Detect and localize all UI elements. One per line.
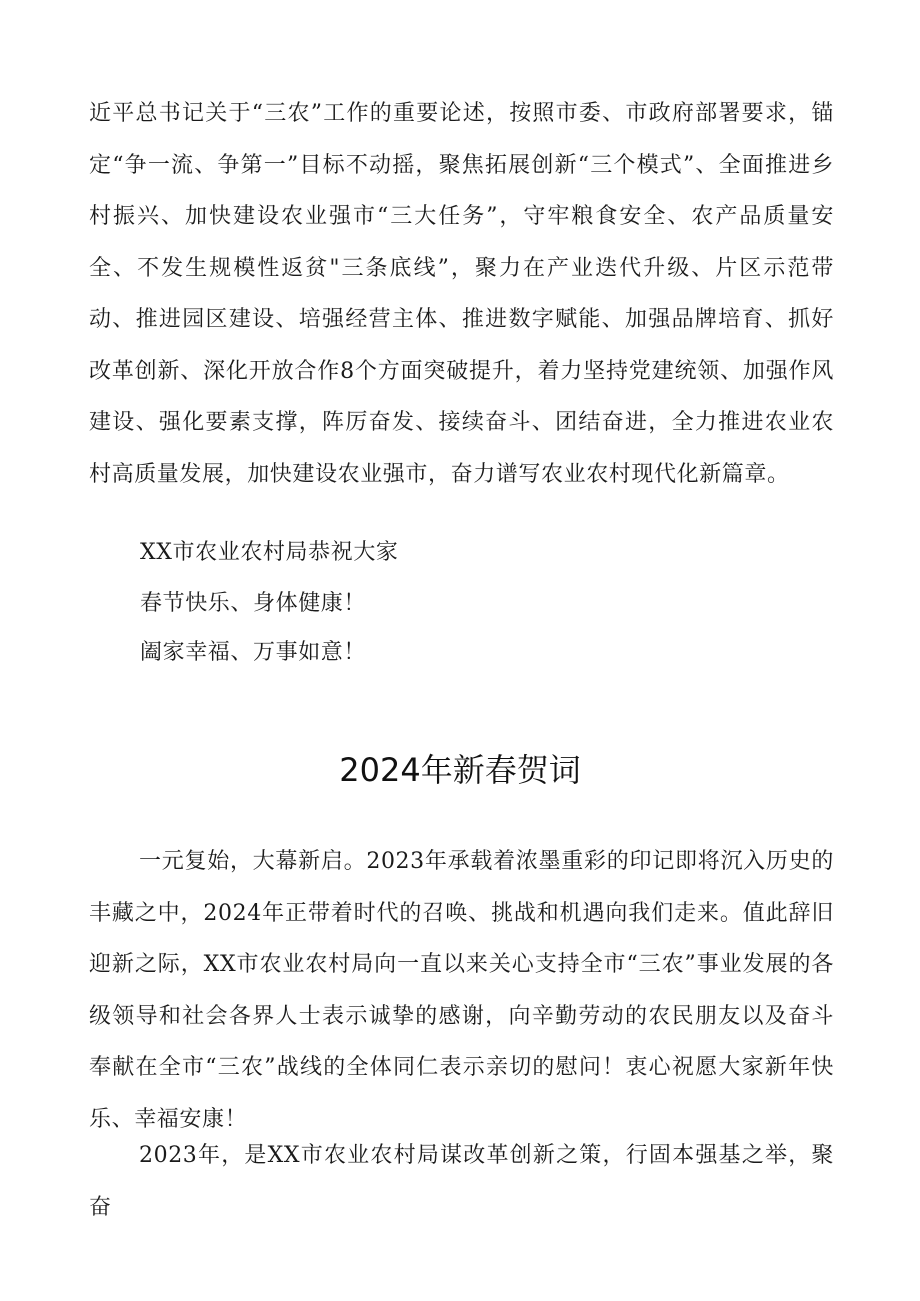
greeting-line-2: 春节快乐、身体健康！ <box>140 591 367 616</box>
body-paragraph-2: 2023年，是XX市农业农村局谋改革创新之策，行固本强基之举，聚奋 <box>89 1143 834 1220</box>
page-title: 2024年新春贺词 <box>339 751 581 789</box>
greeting-line-1: XX市农业农村局恭祝大家 <box>140 540 399 565</box>
body-paragraph-1: 一元复始，大幕新启。2023年承载着浓墨重彩的印记即将沉入历史的丰藏之中，2024年正带着时代的召唤、挑战和机遇向我们走来。值此辞旧迎新之际，XX市农业农村局向一直以来关心支持全市“三农”事业发展的各级领导和社会各界人士表示诚挚的感谢，向辛勤劳动的农民朋友以及奋斗奉献在全市“三农”战线的全体同仁表示亲切的慰问！衷心祝愿大家新年快乐、幸福安康！ <box>89 849 834 1132</box>
continued-paragraph: 近平总书记关于“三农”工作的重要论述，按照市委、市政府部署要求，锚定“争一流、争第一”目标不动摇，聚焦拓展创新“三个模式”、全面推进乡村振兴、加快建设农业强市“三大任务”，守牢粮食安全、农产品质量安全、不发生规模性返贫"三条底线”，聚力在产业迭代升级、片区示范带动、推进园区建设、培强经营主体、推进数字赋能、加强品牌培育、抓好改革创新、深化开放合作8个方面突破提升，着力坚持党建统领、加强作风建设、强化要素支撑，阵厉奋发、接续奋斗、团结奋进，全力推进农业农村高质量发展，加快建设农业强市，奋力谱写农业农村现代化新篇章。 <box>89 101 834 487</box>
greeting-line-3: 阖家幸福、万事如意！ <box>140 640 367 665</box>
